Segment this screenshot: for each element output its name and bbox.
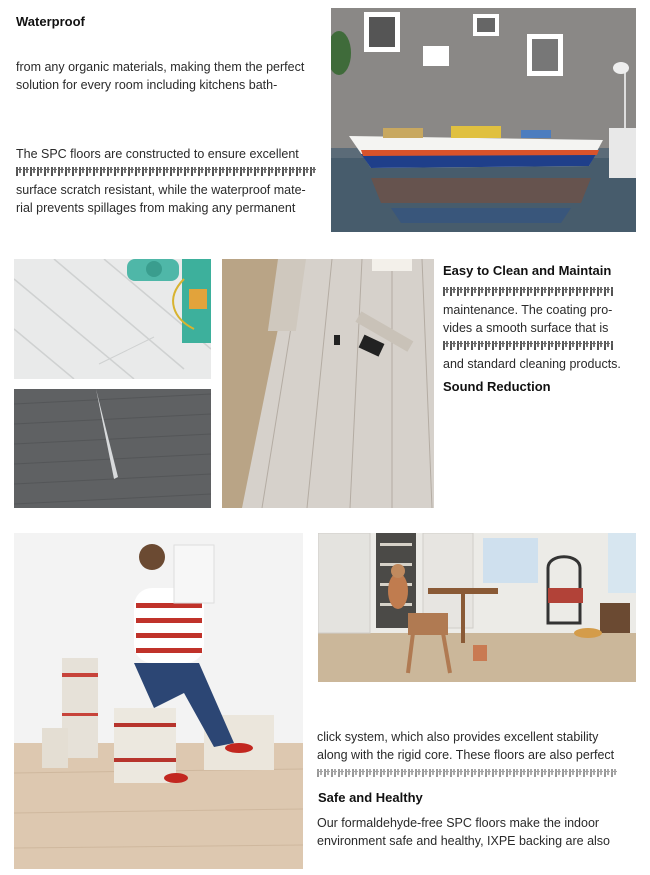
waterproof-text-2: [16, 145, 326, 217]
text-line: maintenance. The coating pro-: [443, 303, 613, 317]
child-in-kitchen-photo: [318, 533, 636, 682]
text-line: Our formaldehyde-free SPC floors make the indoor: [317, 816, 600, 830]
wood-plank-installation-photo: [222, 259, 434, 508]
flooded-room-photo: [331, 8, 636, 232]
text-line: environment safe and healthy, IXPE backing are also: [317, 834, 610, 848]
garbled-line: [443, 283, 643, 301]
text-line: surface scratch resistant, while the waterproof mate-: [16, 183, 306, 197]
garbled-line: [16, 163, 326, 181]
text-line: The SPC floors are constructed to ensure excellent: [16, 147, 299, 161]
text-line: solution for every room including kitchens bath-: [16, 78, 278, 92]
text-line: from any organic materials, making them the perfect: [16, 60, 305, 74]
text-line: rial prevents spillages from making any permanent: [16, 201, 296, 215]
click-system-text: [317, 728, 642, 778]
text-line: along with the rigid core. These floors are also perfect: [317, 748, 615, 762]
garbled-line: [317, 764, 642, 778]
text-line: and standard cleaning products.: [443, 357, 621, 371]
safe-healthy-heading: Safe and Healthy: [318, 790, 423, 805]
safe-healthy-text: [317, 814, 642, 850]
scratched-grey-floor-photo: [14, 389, 211, 508]
waterproof-text-1: [16, 58, 326, 94]
roller-skates-white-floor-photo: [14, 259, 211, 379]
text-line: click system, which also provides excellent stability: [317, 730, 599, 744]
garbled-line: [443, 337, 643, 355]
easy-clean-heading: Easy to Clean and Maintain: [443, 263, 612, 278]
easy-clean-text: [443, 283, 643, 373]
woman-reading-on-books-photo: [14, 533, 303, 869]
text-line: vides a smooth surface that is: [443, 321, 609, 335]
waterproof-heading: Waterproof: [16, 14, 85, 29]
sound-reduction-heading: Sound Reduction: [443, 379, 551, 394]
